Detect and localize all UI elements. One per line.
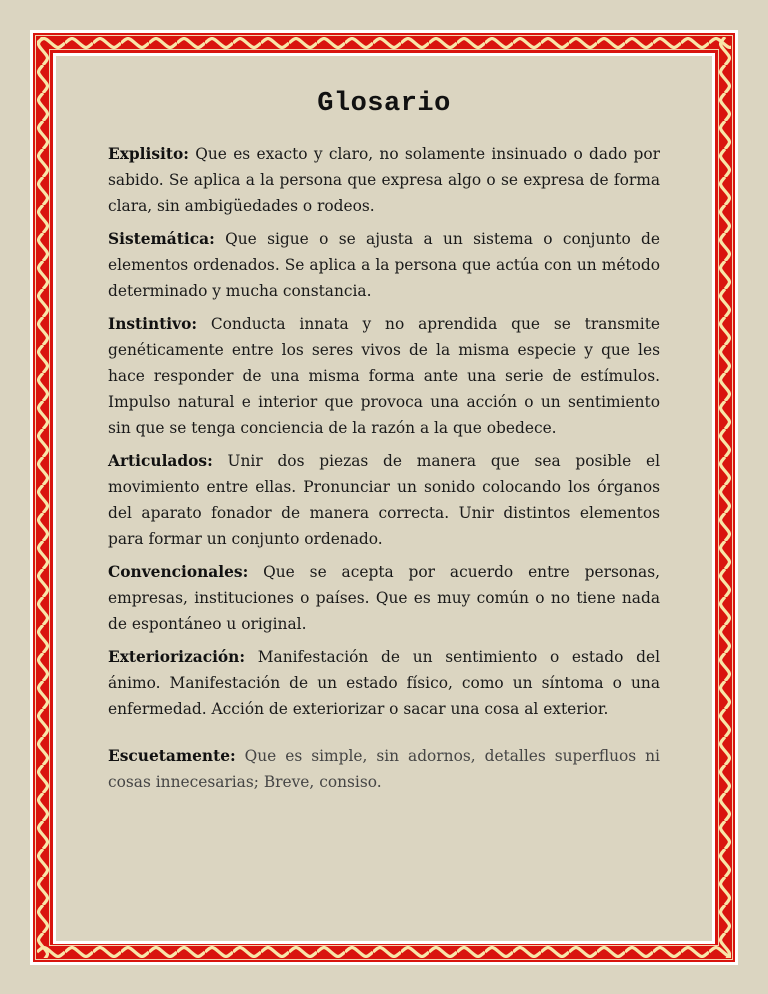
wave-ornament-left <box>37 37 49 958</box>
glossary-term: Escuetamente: <box>108 747 236 765</box>
glossary-entry-instintivo <box>108 311 660 441</box>
glossary-entry-explisito <box>108 141 660 219</box>
glossary-term: Exteriorización: <box>108 648 246 666</box>
wave-ornament-bottom <box>37 946 731 958</box>
glossary-definition: Unir dos piezas de manera que sea posible el movimiento entre ellas. Pronunciar un sonido colocando los órganos del aparato fonador de manera correcta. Unir distintos elementos para formar un conjunto ordenado. <box>108 452 660 548</box>
glossary-definition: Que sigue o se ajusta a un sistema o conjunto de elementos ordenados. Se aplica a la persona que actúa con un método determinado y mucha constancia. <box>108 230 660 300</box>
glossary-entry-articulados <box>108 448 660 552</box>
glossary-entry-sistematica <box>108 226 660 304</box>
page-title: Glosario <box>317 89 451 119</box>
glossary-entry-convencionales <box>108 559 660 637</box>
glossary-list <box>108 141 660 802</box>
glossary-definition: Conducta innata y no aprendida que se transmite genéticamente entre los seres vivos de la misma especie y que les hace responder de una misma forma ante una serie de estímulos. Impulso natural e interior que provoca una acción o un sentimiento sin que se tenga conciencia de la razón a la que obedece. <box>108 315 660 437</box>
glossary-term: Articulados: <box>108 452 213 470</box>
glossary-term: Instintivo: <box>108 315 198 333</box>
glossary-term: Sistemática: <box>108 230 215 248</box>
glossary-entry-escuetamente <box>108 743 660 795</box>
glossary-term: Explisito: <box>108 145 189 163</box>
glossary-definition: Que se acepta por acuerdo entre personas, empresas, instituciones o países. Que es muy común o no tiene nada de espontáneo u original. <box>108 563 660 633</box>
glossary-definition: Que es simple, sin adornos, detalles superfluos ni cosas innecesarias; Breve, consiso. <box>108 747 660 791</box>
glossary-entry-exteriorizacion <box>108 644 660 722</box>
wave-ornament-right <box>719 37 731 958</box>
glossary-definition: Que es exacto y claro, no solamente insinuado o dado por sabido. Se aplica a la persona que expresa algo o se expresa de forma clara, sin ambigüedades o rodeos. <box>108 145 660 215</box>
wave-ornament-top <box>37 37 731 49</box>
glossary-definition: Manifestación de un sentimiento o estado del ánimo. Manifestación de un estado físico, como un síntoma o una enfermedad. Acción de exteriorizar o sacar una cosa al exterior. <box>108 648 660 718</box>
glossary-term: Convencionales: <box>108 563 249 581</box>
